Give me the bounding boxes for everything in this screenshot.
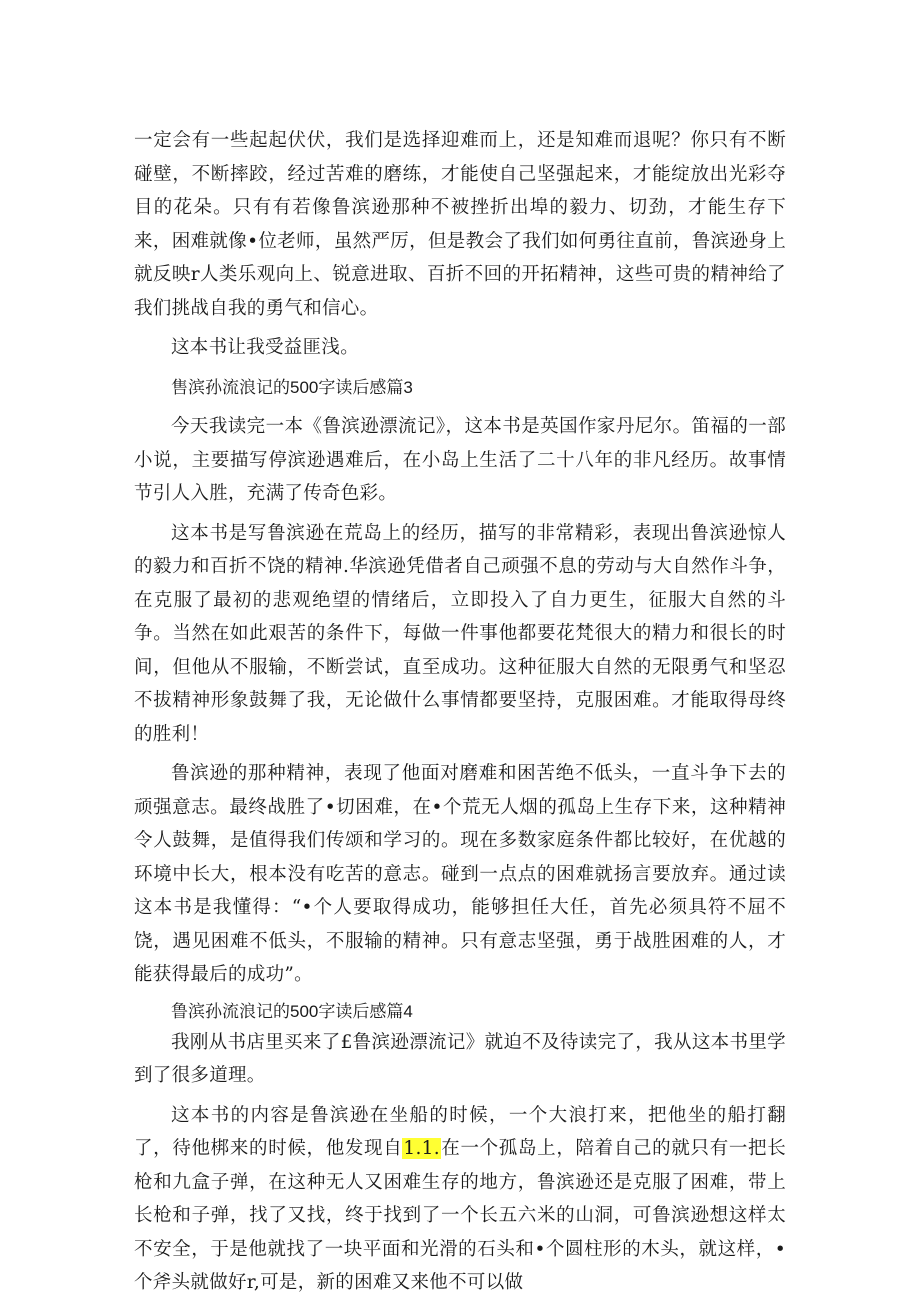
closing-line: 这本书让我受益匪浅。 bbox=[171, 337, 360, 358]
section-4-paragraph-2 bbox=[134, 1099, 786, 1300]
section-3-paragraph-1: 今天我读完一本《鲁滨逊漂流记》，这本书是英国作家丹尼尔。笛福的一部小说，主要描写停滨逊遇难后，在小岛上生活了二十八年的非凡经历。故事情节引人入胜，充满了传奇色彩。 bbox=[134, 416, 786, 504]
section-4-heading: 鲁滨孙流浪记的500字读后感篇4 bbox=[171, 1001, 413, 1021]
section-3-heading: 售滨孙流浪记的500字读后感篇3 bbox=[171, 377, 413, 397]
section-4-paragraph-1: 我刚从书店里买来了£鲁滨逊漂流记》就迫不及待读完了，我从这本书里学到了很多道理。 bbox=[134, 1031, 786, 1086]
continuation-paragraph: 一定会有一些起起伏伏，我们是选择迎难而上，还是知难而退呢？你只有不断碰壁，不断摔跤，经过苦难的磨练，才能使自己坚强起来，才能绽放出光彩夺目的花朵。只有有若像鲁滨逊那种不被挫折出埠的毅力、切劲，才能生存下来，困难就像•位老师，虽然严厉，但是教会了我们如何勇往直前，鲁滨逊身上就反映r人类乐观向上、锐意进取、百折不回的开拓精神，这些可贵的精神给了我们挑战自我的勇气和信心。 bbox=[134, 130, 786, 319]
section-3-paragraph-2: 这本书是写鲁滨逊在荒岛上的经历，描写的非常精彩，表现出鲁滨逊惊人的毅力和百折不饶的精神.华滨逊凭借者自己顽强不息的劳动与大自然作斗争，在克服了最初的悲观绝望的情绪后，立即投入了自力更生，征服大自然的斗争。当然在如此艰苦的条件下，每做一件事他都要花梵很大的精力和很长的时间，但他从不服输，不断尝试，直至成功。这种征服大自然的无限勇气和坚忍不拔精神形象鼓舞了我，无论做什么事情都要坚持，克服困难。才能取得母终的胜利！ bbox=[134, 522, 786, 745]
section-3-paragraph-3: 鲁滨逊的那种精神，表现了他面对磨难和困苦绝不低头，一直斗争下去的顽强意志。最终战胜了•切困难，在•个荒无人烟的孤岛上生存下来，这种精神令人鼓舞，是值得我们传颂和学习的。现在多数家庭条件都比较好，在优越的环境中长大，根本没有吃苦的意志。碰到一点点的困难就扬言要放弃。通过读这本书是我懂得：“•个人要取得成功，能够担任大任，首先必须具符不屈不饶，遇见困难不低头，不服输的精神。只有意志坚强，勇于战胜困难的人，才能获得最后的成功”。 bbox=[134, 763, 786, 985]
paragraph-text: 在一个孤岛上，陪着自己的就只有一把长枪和九盒子弹，在这种无人又困难生存的地方，鲁滨逊还是克服了困难，带上长枪和子弹，找了又找，终于找到了一个长五六米的山洞，可鲁滨逊想这样太不安全，于是他就找了一块平面和光滑的石头和•个圆柱形的木头，就这样，•个斧头就做好r,可是，新的困难又来他不可以做 bbox=[134, 1138, 787, 1293]
highlighted-text: 1.1. bbox=[403, 1138, 440, 1159]
paragraph-text: 这本书的内容是鲁滨逊在坐船的时候，一个大浪打来，把他坐的船打翻了，待他梆来的时候，他发现自 bbox=[134, 1104, 786, 1159]
document-body bbox=[134, 124, 786, 1306]
